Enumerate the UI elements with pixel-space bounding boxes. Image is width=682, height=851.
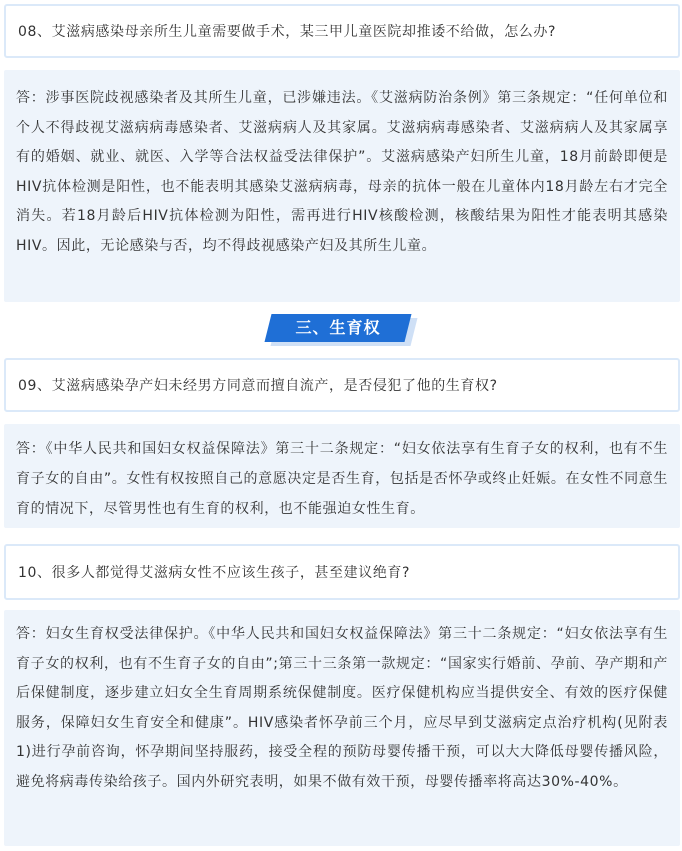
section-banner-reproductive-rights: [268, 314, 416, 346]
question-text: 09、艾滋病感染孕产妇未经男方同意而擅自流产，是否侵犯了他的生育权?: [18, 378, 498, 394]
answer-text: 答：妇女生育权受法律保护。《中华人民共和国妇女权益保障法》第三十二条规定：“妇女依法享有生育子女的权利，也有不生育子女的自由”;第三十三条第一款规定：“国家实行婚前、孕前、孕产期和产后保健制度，逐步建立妇女全生育周期系统保健制度。医疗保健机构应当提供安全、有效的医疗保健服务，保障妇女生育安全和健康”。HIV感染者怀孕前三个月，应尽早到艾滋病定点治疗机构(见附表1)进行孕前咨询，怀孕期间坚持服药，接受全程的预防母婴传播干预，可以大大降低母婴传播风险，避免将病毒传染给孩子。国内外研究表明，如果不做有效干预，母婴传播率将高达30%-40%。: [16, 626, 668, 790]
section-title: 三、生育权: [295, 318, 381, 337]
answer-card-08: [4, 70, 680, 302]
answer-card-10: [4, 610, 680, 846]
answer-card-09: [4, 424, 680, 528]
question-card-08: [4, 4, 680, 58]
question-card-10: [4, 544, 680, 600]
answer-text: 答：《中华人民共和国妇女权益保障法》第三十二条规定：“妇女依法享有生育子女的权利，也有不生育子女的自由”。女性有权按照自己的意愿决定是否生育，包括是否怀孕或终止妊娠。在女性不同意生育的情况下，尽管男性也有生育的权利，也不能强迫女性生育。: [16, 441, 668, 517]
question-text: 10、很多人都觉得艾滋病女性不应该生孩子，甚至建议绝育?: [18, 565, 411, 581]
question-text: 08、艾滋病感染母亲所生儿童需要做手术，某三甲儿童医院却推诿不给做，怎么办?: [18, 24, 557, 40]
question-card-09: [4, 358, 680, 412]
answer-text: 答：涉事医院歧视感染者及其所生儿童，已涉嫌违法。《艾滋病防治条例》第三条规定：“任何单位和个人不得歧视艾滋病病毒感染者、艾滋病病人及其家属。艾滋病病毒感染者、艾滋病病人及其家属享有的婚姻、就业、就医、入学等合法权益受法律保护”。艾滋病感染产妇所生儿童，18月前龄即便是HIV抗体检测是阳性，也不能表明其感染艾滋病病毒，母亲的抗体一般在儿童体内18月龄左右才完全消失。若18月龄后HIV抗体检测为阳性，需再进行HIV核酸检测，核酸结果为阳性才能表明其感染HIV。因此，无论感染与否，均不得歧视感染产妇及其所生儿童。: [16, 90, 668, 254]
